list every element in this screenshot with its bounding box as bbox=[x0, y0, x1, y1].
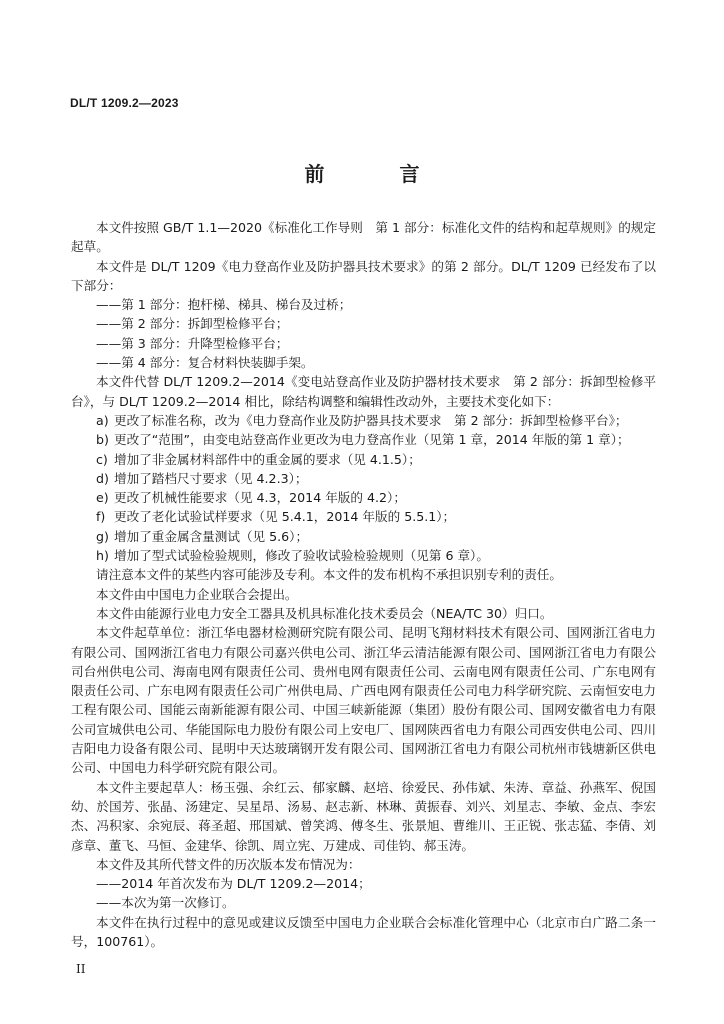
change-text: 增加了踏档尺寸要求（见 4.2.3）； bbox=[114, 470, 308, 486]
history-item: ——2014 年首次发布为 DL/T 1209.2—2014； bbox=[96, 876, 371, 892]
change-item bbox=[71, 469, 656, 488]
part-item: ——第 4 部分：复合材料快装脚手架。 bbox=[96, 355, 314, 371]
drafters: 本文件主要起草人：杨玉强、余红云、郁家麟、赵培、徐爱民、孙伟斌、朱涛、章益、孙燕军、倪国幼、於国芳、张晶、汤建定、吴星昂、汤易、赵志新、林琳、黄振春、刘兴、刘星志、李敏、金点、李宏杰、冯积家、余宛辰、蒋圣超、邢国斌、曾笑鸿、傅冬生、张景旭、曹维川、王正锐、张志猛、李倩、刘彦章、董飞、马恒、金建华、徐凯、周立宪、万建成、司佳钧、郝玉涛。 bbox=[71, 779, 656, 853]
change-item bbox=[71, 488, 656, 507]
page-title: 前 言 bbox=[304, 162, 454, 186]
paragraph: 本文件代替 DL/T 1209.2—2014《变电站登高作业及防护器材技术要求 第 2 部分：拆卸型检修平台》，与 DL/T 1209.2—2014 相比，除结构调整和编辑性改动外，主要技术变化如下： bbox=[71, 374, 656, 409]
paragraph: 本文件按照 GB/T 1.1—2020《标准化工作导则 第 1 部分：标准化文件的结构和起草规则》的规定起草。 bbox=[71, 220, 656, 255]
change-mark: d) bbox=[96, 470, 109, 486]
change-item bbox=[71, 507, 656, 526]
paragraph: 本文件由能源行业电力安全工器具及机具标准化技术委员会（NEA/TC 30）归口。 bbox=[96, 605, 553, 621]
part-item: ——第 1 部分：抱杆梯、梯具、梯台及过桥； bbox=[96, 297, 352, 313]
paragraph: 本文件是 DL/T 1209《电力登高作业及防护器具技术要求》的第 2 部分。DL/T 1209 已经发布了以下部分： bbox=[71, 258, 656, 293]
document-id: DL/T 1209.2—2023 bbox=[70, 96, 179, 110]
page-number: II bbox=[76, 962, 86, 976]
change-mark: c) bbox=[96, 451, 108, 467]
change-mark: a) bbox=[96, 412, 109, 428]
paragraph: 请注意本文件的某些内容可能涉及专利。本文件的发布机构不承担识别专利的责任。 bbox=[96, 567, 562, 583]
paragraph: 本文件及其所代替文件的历次版本发布情况为： bbox=[96, 856, 361, 872]
change-item bbox=[71, 430, 656, 449]
history-item: ——本次为第一次修订。 bbox=[96, 895, 235, 911]
change-text: 增加了重金属含量测试（见 5.6）； bbox=[114, 528, 309, 544]
change-mark: f) bbox=[96, 509, 106, 525]
paragraph: 本文件在执行过程中的意见或建议反馈至中国电力企业联合会标准化管理中心（北京市白广路二条一号，100761）。 bbox=[71, 914, 656, 949]
change-item bbox=[71, 450, 656, 469]
change-mark: b) bbox=[96, 432, 109, 448]
change-mark: e) bbox=[96, 490, 109, 506]
change-item bbox=[71, 527, 656, 546]
part-item: ——第 3 部分：升降型检修平台； bbox=[96, 335, 289, 351]
change-item bbox=[71, 546, 656, 565]
change-text: 更改了“范围”，由变电站登高作业更改为电力登高作业（见第 1 章，2014 年版的第 1 章）； bbox=[114, 432, 630, 448]
change-text: 更改了标准名称，改为《电力登高作业及防护器具技术要求 第 2 部分：拆卸型检修平台》； bbox=[114, 412, 628, 428]
change-text: 更改了机械性能要求（见 4.3，2014 年版的 4.2）； bbox=[114, 490, 406, 506]
change-item bbox=[71, 411, 656, 430]
paragraph: 本文件由中国电力企业联合会提出。 bbox=[96, 586, 298, 602]
change-text: 增加了型式试验检验规则，修改了验收试验检验规则（见第 6 章）。 bbox=[114, 548, 489, 564]
change-text: 增加了非金属材料部件中的重金属的要求（见 4.1.5）； bbox=[114, 451, 421, 467]
part-item: ——第 2 部分：拆卸型检修平台； bbox=[96, 316, 289, 332]
change-mark: g) bbox=[96, 528, 109, 544]
change-mark: h) bbox=[96, 548, 109, 564]
document-body bbox=[71, 218, 656, 951]
drafting-units: 本文件起草单位：浙江华电器材检测研究院有限公司、昆明飞翔材料技术有限公司、国网浙江省电力有限公司、国网浙江省电力有限公司嘉兴供电公司、浙江华云清洁能源有限公司、国网浙江省电力有限公司台州供电公司、海南电网有限责任公司、贵州电网有限责任公司、云南电网有限责任公司、广东电网有限责任公司、广东电网有限责任公司广州供电局、广西电网有限责任公司电力科学研究院、云南恒安电力工程有限公司、国能云南新能源有限公司、中国三峡新能源（集团）股份有限公司、国网安徽省电力有限公司宣城供电公司、华能国际电力股份有限公司上安电厂、国网陕西省电力有限公司西安供电公司、四川吉阳电力设备有限公司、昆明中天达玻璃钢开发有限公司、国网浙江省电力有限公司杭州市钱塘新区供电公司、中国电力科学研究院有限公司。 bbox=[71, 625, 656, 776]
change-text: 更改了老化试验试样要求（见 5.4.1，2014 年版的 5.5.1）； bbox=[114, 509, 456, 525]
